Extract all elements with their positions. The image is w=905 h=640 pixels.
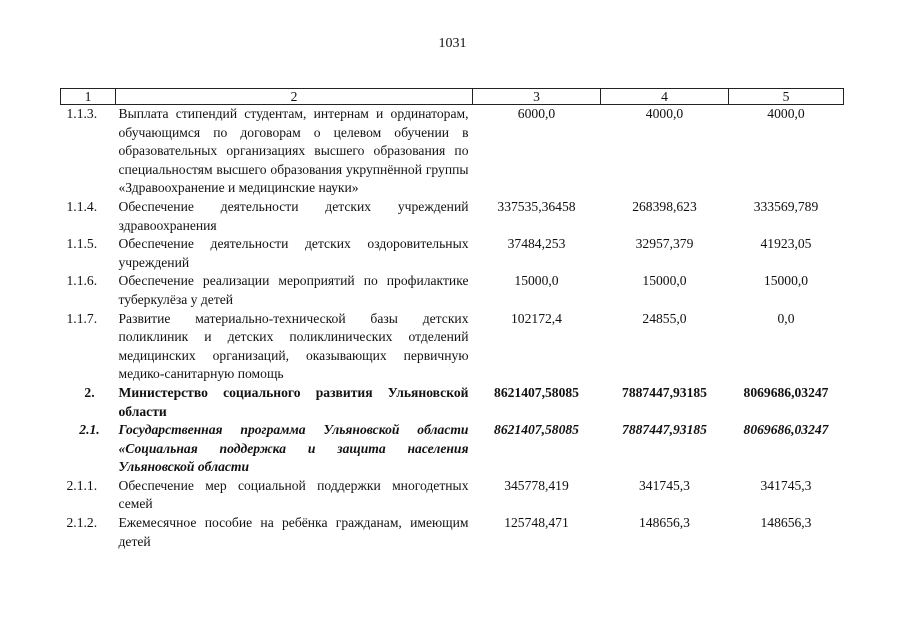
row-value-col-3: 345778,419 [504, 477, 569, 493]
row-description: Ежемесячное пособие на ребёнка гражданам, имеющим детей [118, 515, 469, 549]
row-description: Развитие материально-технической базы детских поликлиник и детских поликлинических отделений медицинских организаций, оказывающих первичную медико-санитарную помощь [118, 310, 469, 382]
row-description: Выплата стипендий студентам, интернам и ординаторам, обучающимся по договорам о целевом обучении в образовательных организациях высшего образования по специальностям высшего образования укрупнённой группы «Здравоохранение и медицинские науки» [118, 106, 469, 196]
row-value-col-5: 148656,3 [760, 515, 812, 531]
row-number: 2.1.2. [66, 515, 98, 531]
row-value-col-3: 8621407,58085 [494, 422, 579, 438]
row-number: 2.1. [79, 422, 100, 438]
header-col-3: 3 [473, 89, 601, 105]
row-value-col-4: 32957,379 [635, 236, 694, 252]
row-number: 1.1.4. [66, 198, 98, 214]
table-row [61, 105, 844, 198]
row-number: 2. [84, 384, 95, 400]
header-col-5: 5 [729, 89, 844, 105]
table-header-row [61, 89, 844, 105]
row-value-col-4: 4000,0 [645, 106, 684, 121]
row-number: 1.1.5. [66, 236, 98, 252]
row-description: Обеспечение мер социальной поддержки многодетных семей [118, 477, 469, 512]
row-value-col-5: 41923,05 [760, 236, 812, 252]
row-description: Государственная программа Ульяновской области «Социальная поддержка и защита населения Ульяновской области [118, 422, 469, 475]
table-row [61, 514, 844, 551]
row-value-col-5: 0,0 [777, 310, 795, 326]
row-value-col-5: 8069686,03247 [743, 422, 829, 438]
row-value-col-4: 148656,3 [639, 515, 690, 531]
table-row [61, 421, 844, 477]
row-number: 2.1.1. [66, 477, 98, 493]
row-value-col-3: 102172,4 [511, 310, 562, 326]
table-row [61, 477, 844, 514]
row-description: Обеспечение деятельности детских оздоровительных учреждений [118, 236, 469, 270]
row-number: 1.1.6. [66, 273, 98, 289]
budget-table [60, 88, 844, 551]
page-number: 1031 [438, 36, 467, 51]
table-body [61, 105, 844, 552]
row-number: 1.1.7. [66, 310, 98, 326]
row-value-col-3: 8621407,58085 [494, 384, 579, 400]
row-number: 1.1.3. [66, 106, 98, 121]
row-value-col-3: 6000,0 [517, 106, 556, 121]
row-description: Министерство социального развития Ульяновской области [118, 384, 469, 419]
row-value-col-4: 15000,0 [642, 273, 687, 289]
row-value-col-4: 7887447,93185 [622, 384, 707, 400]
row-value-col-5: 333569,789 [753, 198, 819, 214]
row-value-col-5: 4000,0 [767, 106, 805, 121]
row-value-col-5: 15000,0 [763, 273, 809, 289]
row-description: Обеспечение реализации мероприятий по профилактике туберкулёза у детей [118, 273, 469, 307]
table-row [61, 272, 844, 309]
table-row [61, 198, 844, 235]
row-value-col-3: 15000,0 [514, 273, 559, 289]
row-value-col-3: 125748,471 [504, 515, 569, 531]
row-value-col-5: 8069686,03247 [743, 384, 829, 400]
row-value-col-4: 341745,3 [639, 477, 690, 493]
table-row [61, 310, 844, 384]
row-value-col-3: 337535,36458 [497, 198, 576, 214]
row-value-col-4: 7887447,93185 [622, 422, 707, 438]
row-value-col-4: 24855,0 [642, 310, 687, 326]
table-row [61, 235, 844, 272]
header-col-2: 2 [116, 89, 473, 105]
header-col-4: 4 [601, 89, 729, 105]
row-value-col-4: 268398,623 [632, 198, 697, 214]
header-col-1: 1 [61, 89, 116, 105]
row-value-col-5: 341745,3 [760, 477, 812, 493]
row-value-col-3: 37484,253 [507, 236, 566, 252]
table-row [61, 384, 844, 421]
row-description: Обеспечение деятельности детских учреждений здравоохранения [118, 198, 469, 233]
